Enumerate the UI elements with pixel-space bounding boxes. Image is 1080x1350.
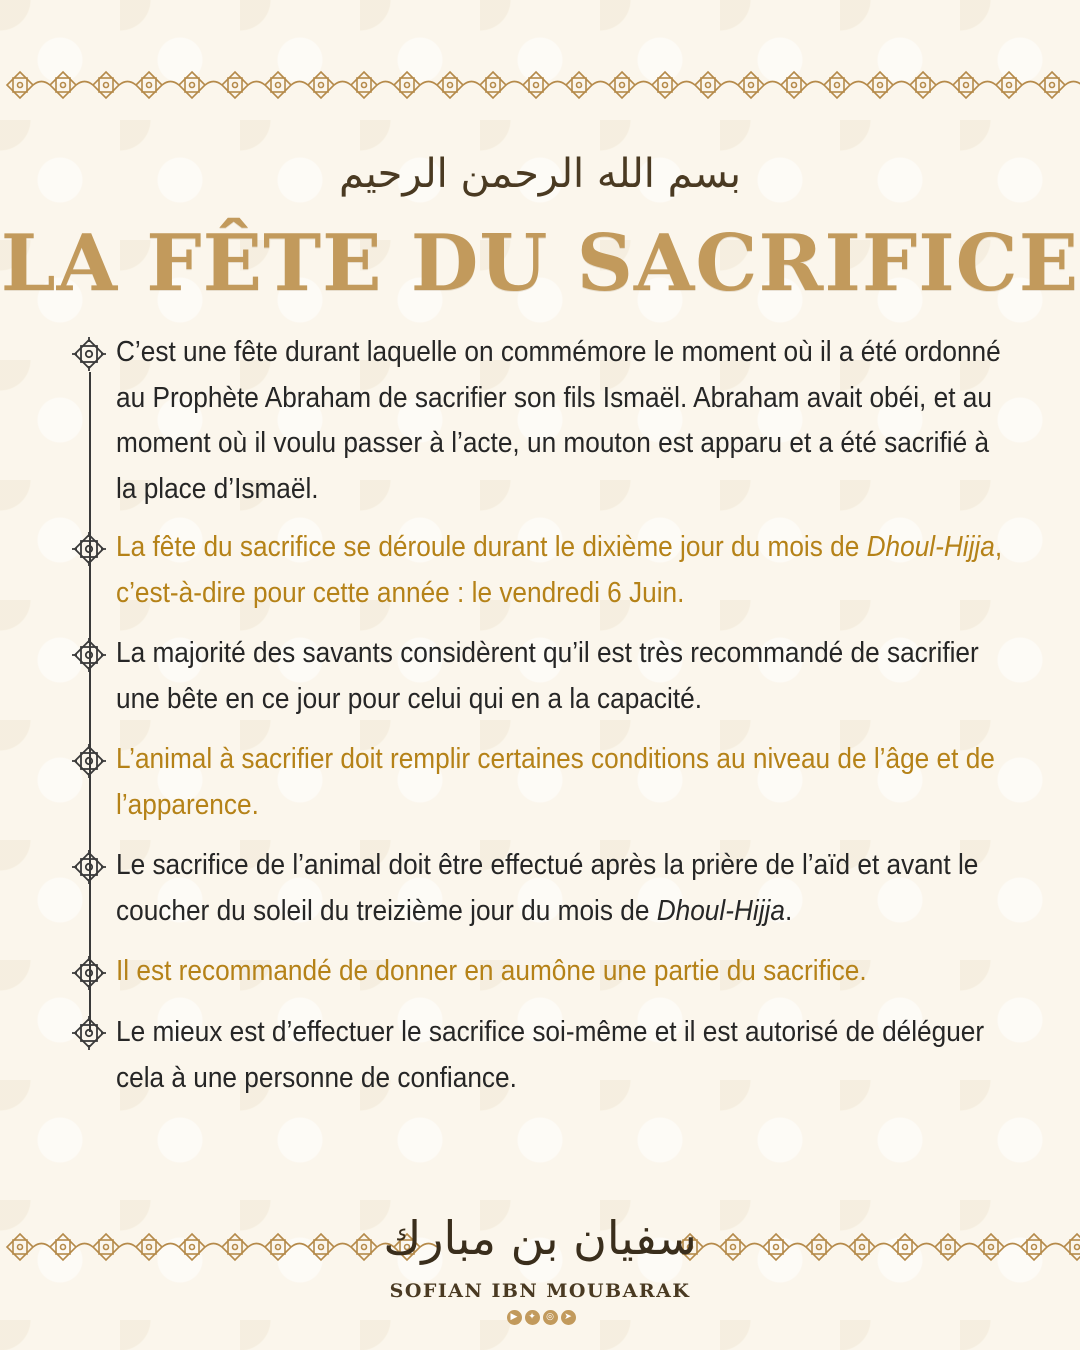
ornament-motif — [222, 1234, 265, 1260]
ornament-motif — [720, 1234, 763, 1260]
diamond-knot-icon — [68, 952, 110, 994]
diamond-knot-icon — [68, 634, 110, 676]
social-icons — [505, 1310, 577, 1326]
bottom-left-ornament-border — [0, 1222, 410, 1272]
list-item: Il est recommandé de donner en aumône une partie du sacrifice. — [116, 955, 867, 987]
ornament-motif — [265, 72, 308, 98]
diamond-knot-icon — [68, 528, 110, 570]
ornament-motif — [136, 72, 179, 98]
brand-name: SOFIAN IBN MOUBARAK — [389, 1280, 691, 1302]
bottom-right-ornament-border — [670, 1222, 1080, 1272]
list-item — [116, 843, 1013, 934]
ornament-motif — [308, 1234, 351, 1260]
list-item-italic: Dhoul-Hijja — [656, 894, 785, 927]
ornament-motif — [179, 72, 222, 98]
diamond-knot-icon — [68, 1012, 110, 1054]
page-title: LA FÊTE DU SACRIFICE — [0, 218, 1080, 309]
ornament-motif — [996, 72, 1039, 98]
ornament-motif — [763, 1234, 806, 1260]
timeline-line — [89, 372, 91, 1032]
ornament-motif — [480, 72, 523, 98]
diamond-knot-icon — [68, 740, 110, 782]
ornament-motif — [437, 72, 480, 98]
instagram-icon[interactable]: ◎ — [543, 1310, 558, 1325]
arabic-signature-logo — [383, 1192, 697, 1284]
diamond-knot-icon — [68, 846, 110, 888]
twitter-icon[interactable]: ✦ — [525, 1310, 540, 1325]
ornament-motif — [1021, 1234, 1064, 1260]
ornament-motif — [935, 1234, 978, 1260]
ornament-motif — [849, 1234, 892, 1260]
list-item-text: . — [784, 894, 793, 927]
ornament-motif — [566, 72, 609, 98]
ornament-motif — [738, 72, 781, 98]
list-item — [116, 525, 1013, 616]
top-ornament-border — [0, 60, 1080, 110]
list-item: Le mieux est d’effectuer le sacrifice soi-même et il est autorisé de déléguer cela à une personne de confiance. — [116, 1016, 985, 1094]
ornament-motif — [1064, 1234, 1080, 1260]
diamond-knot-icon — [68, 333, 110, 375]
svg-text:سفيان بن مبارك: سفيان بن مبارك — [383, 1211, 697, 1265]
list-item-italic: Dhoul-Hijja — [866, 531, 995, 563]
ornament-motif — [652, 72, 695, 98]
ornament-motif — [978, 1234, 1021, 1260]
list-item: C’est une fête durant laquelle on commémore le moment où il a été ordonné au Prophète Abraham de sacrifier son fils Ismaël. Abraham avait obéi, et au moment où il voulu passer à l’acte, un mouton est apparu et a été sacrifié à la place d’Ismaël. — [116, 336, 1001, 505]
ornament-motif — [93, 1234, 136, 1260]
ornament-motif — [222, 72, 265, 98]
ornament-motif — [910, 72, 953, 98]
list-item: La majorité des savants considèrent qu’il est très recommandé de sacrifier une bête en ce jour pour celui qui en a la capacité. — [116, 637, 979, 715]
ornament-motif — [867, 72, 910, 98]
ornament-motif — [351, 72, 394, 98]
list-item-text: , c’est-à-dire pour cette année : le vendredi 6 Juin. — [116, 531, 1003, 609]
ornament-motif — [824, 72, 867, 98]
ornament-motif — [892, 1234, 935, 1260]
ornament-motif — [93, 72, 136, 98]
ornament-motif — [806, 1234, 849, 1260]
telegram-icon[interactable]: ➤ — [561, 1310, 576, 1325]
ornament-motif — [50, 1234, 93, 1260]
ornament-motif — [136, 1234, 179, 1260]
ornament-motif — [609, 72, 652, 98]
ornament-motif — [1039, 72, 1080, 98]
list-item: L’animal à sacrifier doit remplir certaines conditions au niveau de l’âge et de l’apparence. — [116, 743, 995, 821]
list-item-text: La fête du sacrifice se déroule durant le dixième jour du mois de — [116, 531, 867, 563]
ornament-motif — [7, 1234, 50, 1260]
ornament-motif — [308, 72, 351, 98]
ornament-motif — [265, 1234, 308, 1260]
ornament-motif — [523, 72, 566, 98]
ornament-motif — [7, 72, 50, 98]
ornament-motif — [179, 1234, 222, 1260]
ornament-motif — [695, 72, 738, 98]
list-item-text: Le sacrifice de l’animal doit être effectué après la prière de l’aïd et avant le coucher du soleil du treizième jour du mois de — [116, 849, 979, 927]
svg-text:بسم الله الرحمن الرحيم: بسم الله الرحمن الرحيم — [338, 151, 742, 197]
youtube-icon[interactable]: ▶ — [507, 1310, 522, 1325]
ornament-motif — [394, 72, 437, 98]
ornament-motif — [953, 72, 996, 98]
ornament-motif — [781, 72, 824, 98]
ornament-motif — [50, 72, 93, 98]
bismillah-calligraphy — [340, 132, 740, 210]
